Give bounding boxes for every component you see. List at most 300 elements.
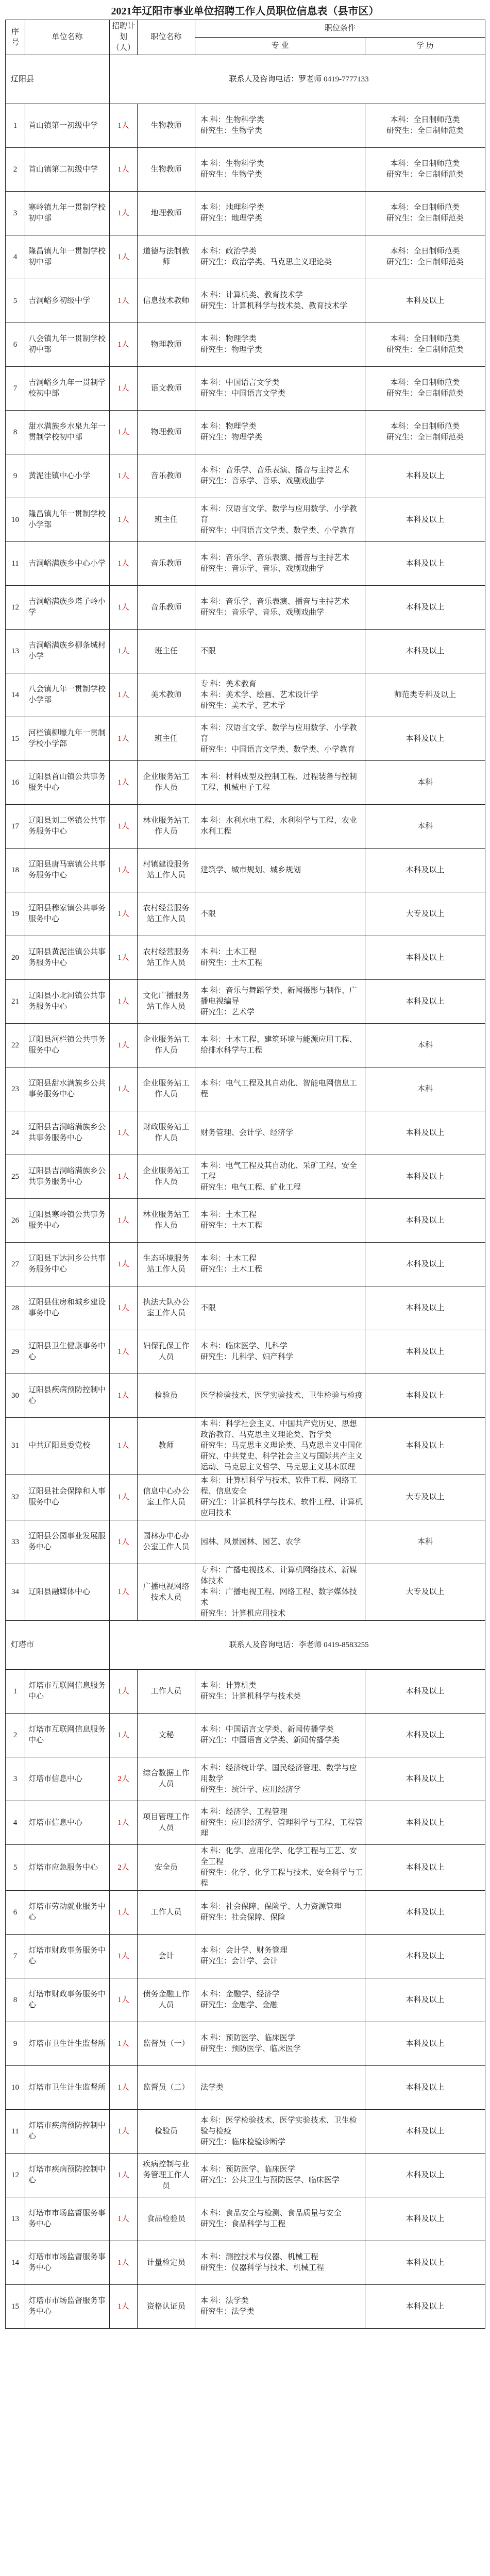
row-position: 监督员（一） [138, 2022, 195, 2066]
row-education: 本科及以上 [365, 1670, 485, 1714]
row-plan: 1人 [110, 279, 138, 323]
table-row [6, 542, 485, 586]
row-education: 师范类专科及以上 [365, 673, 485, 717]
table-row [6, 761, 485, 805]
row-seq: 5 [6, 279, 25, 323]
row-major: 本 科：临床医学、儿科学 研究生：儿科学、妇产科学 [195, 1330, 365, 1374]
table-row [6, 1067, 485, 1111]
row-unit: 辽阳县甜水满族乡公共事务服务中心 [25, 1067, 110, 1111]
row-major: 本 科：中国语言文学类、新闻传播学类 研究生：中国语言文学类、新闻传播学类 [195, 1714, 365, 1757]
row-position: 道德与法制教师 [138, 235, 195, 279]
row-unit: 辽阳县吉洞峪满族乡公共事务服务中心 [25, 1155, 110, 1199]
row-position: 生态环境服务站工作人员 [138, 1243, 195, 1286]
row-major: 财务管理、会计学、经济学 [195, 1111, 365, 1155]
row-position: 信息技术教师 [138, 279, 195, 323]
row-plan: 1人 [110, 192, 138, 235]
row-seq: 24 [6, 1111, 25, 1155]
row-seq: 33 [6, 1520, 25, 1564]
row-plan: 1人 [110, 367, 138, 411]
row-plan: 2人 [110, 1845, 138, 1891]
row-major: 本 科：材料成型及控制工程、过程装备与控制工程、机械电子工程 [195, 761, 365, 805]
row-unit: 灯塔市财政事务服务中心 [25, 1935, 110, 1978]
row-unit: 吉洞峪乡初级中学 [25, 279, 110, 323]
row-position: 农村经营服务站工作人员 [138, 892, 195, 936]
row-unit: 首山镇第二初级中学 [25, 148, 110, 192]
row-plan: 1人 [110, 761, 138, 805]
row-plan: 1人 [110, 454, 138, 498]
table-row [6, 1845, 485, 1891]
row-seq: 12 [6, 2154, 25, 2197]
row-plan: 1人 [110, 104, 138, 148]
table-row [6, 1475, 485, 1520]
row-unit: 甜水满族乡水泉九年一贯制学校初中部 [25, 411, 110, 454]
row-major: 医学检验技术、医学实验技术、卫生检验与检疫 [195, 1374, 365, 1418]
table-row [6, 2022, 485, 2066]
row-position: 语文教师 [138, 367, 195, 411]
row-plan: 2人 [110, 1757, 138, 1801]
table-row [6, 849, 485, 892]
table-row [6, 104, 485, 148]
row-education: 本科及以上 [365, 2066, 485, 2110]
row-major: 本 科：医学检验技术、医学实验技术、卫生检验与检疫 研究生：临床检验诊断学 [195, 2110, 365, 2154]
table-row [6, 454, 485, 498]
row-position: 林业服务站工作人员 [138, 1199, 195, 1243]
row-position: 检验员 [138, 1374, 195, 1418]
row-seq: 21 [6, 980, 25, 1024]
row-education: 本科及以上 [365, 279, 485, 323]
table-row [6, 673, 485, 717]
row-unit: 辽阳县住房和城乡建设事务中心 [25, 1286, 110, 1330]
row-position: 企业服务站工作人员 [138, 761, 195, 805]
row-unit: 灯塔市疾病预防控制中心 [25, 2110, 110, 2154]
row-plan: 1人 [110, 1330, 138, 1374]
row-plan: 1人 [110, 235, 138, 279]
row-plan: 1人 [110, 1243, 138, 1286]
row-unit: 黄泥洼镇中心小学 [25, 454, 110, 498]
row-plan: 1人 [110, 1199, 138, 1243]
row-education: 本科：全日制师范类 研究生：全日制师范类 [365, 148, 485, 192]
row-seq: 11 [6, 2110, 25, 2154]
row-unit: 辽阳县寒岭镇公共事务服务中心 [25, 1199, 110, 1243]
row-unit: 灯塔市卫生计生监督所 [25, 2066, 110, 2110]
row-plan: 1人 [110, 1714, 138, 1757]
row-unit: 八会镇九年一贯制学校小学部 [25, 673, 110, 717]
table-row [6, 2241, 485, 2285]
row-education: 本科及以上 [365, 454, 485, 498]
row-major: 不限 [195, 1286, 365, 1330]
row-seq: 14 [6, 2241, 25, 2285]
row-education: 本科及以上 [365, 2285, 485, 2329]
row-major: 本 科：政治学类 研究生：政治学类、马克思主义理论类 [195, 235, 365, 279]
row-position: 监督员（二） [138, 2066, 195, 2110]
row-seq: 28 [6, 1286, 25, 1330]
table-row [6, 1757, 485, 1801]
row-education: 本科及以上 [365, 1801, 485, 1845]
section-header [6, 1621, 485, 1670]
table-row [6, 1670, 485, 1714]
row-education: 本科及以上 [365, 2197, 485, 2241]
row-major: 园林、风景园林、园艺、农学 [195, 1520, 365, 1564]
row-position: 生物教师 [138, 104, 195, 148]
row-plan: 1人 [110, 1418, 138, 1475]
row-plan: 1人 [110, 1374, 138, 1418]
row-seq: 7 [6, 367, 25, 411]
table-row [6, 1891, 485, 1935]
row-position: 班主任 [138, 498, 195, 542]
row-major: 本 科：土木工程 研究生：土木工程 [195, 936, 365, 980]
row-position: 安全员 [138, 1845, 195, 1891]
table-row [6, 235, 485, 279]
row-unit: 辽阳县首山镇公共事务服务中心 [25, 761, 110, 805]
row-plan: 1人 [110, 630, 138, 673]
row-major: 本 科：水利水电工程、水利科学与工程、农业水利工程 [195, 805, 365, 849]
row-unit: 辽阳县唐马寨镇公共事务服务中心 [25, 849, 110, 892]
table-row [6, 2285, 485, 2329]
table-row [6, 192, 485, 235]
row-unit: 河栏镇柳壕九年一贯制学校小学部 [25, 717, 110, 761]
row-major: 本 科：金融学、经济学 研究生：金融学、金融 [195, 1978, 365, 2022]
row-seq: 10 [6, 498, 25, 542]
row-position: 财政服务站工作人员 [138, 1111, 195, 1155]
row-education: 本科及以上 [365, 1111, 485, 1155]
row-plan: 1人 [110, 2241, 138, 2285]
table-row [6, 2197, 485, 2241]
table-row [6, 2066, 485, 2110]
table-row [6, 1978, 485, 2022]
row-unit: 中共辽阳县委党校 [25, 1418, 110, 1475]
row-plan: 1人 [110, 980, 138, 1024]
row-unit: 灯塔市劳动就业服务中心 [25, 1891, 110, 1935]
row-position: 计量检定员 [138, 2241, 195, 2285]
row-unit: 灯塔市市场监督服务事务中心 [25, 2241, 110, 2285]
row-unit: 灯塔市互联网信息服务中心 [25, 1714, 110, 1757]
row-plan: 1人 [110, 892, 138, 936]
row-unit: 辽阳县河栏镇公共事务服务中心 [25, 1024, 110, 1067]
table-row [6, 1330, 485, 1374]
row-major: 本 科：生物科学类 研究生：生物学类 [195, 148, 365, 192]
table-row [6, 805, 485, 849]
row-seq: 8 [6, 1978, 25, 2022]
row-education: 本科及以上 [365, 1199, 485, 1243]
row-major: 本 科：音乐与舞蹈学类、新闻摄影与制作、广播电视编导 研究生：艺术学 [195, 980, 365, 1024]
row-unit: 灯塔市市场监督服务事务中心 [25, 2197, 110, 2241]
row-plan: 1人 [110, 1475, 138, 1520]
page-title: 2021年辽阳市事业单位招聘工作人员职位信息表（县市区） [111, 6, 379, 17]
row-major: 不限 [195, 892, 365, 936]
row-major: 本 科：中国语言文学类 研究生：中国语言文学类 [195, 367, 365, 411]
row-major: 本 科：计算机科学与技术、软件工程、网络工程、信息安全 研究生：计算机科学与技术、软件工程、计算机应用技术 [195, 1475, 365, 1520]
row-seq: 8 [6, 411, 25, 454]
row-position: 园林办中心办公室工作人员 [138, 1520, 195, 1564]
row-seq: 15 [6, 717, 25, 761]
row-education: 本科及以上 [365, 2022, 485, 2066]
row-unit: 隆昌镇九年一贯制学校小学部 [25, 498, 110, 542]
row-education: 本科及以上 [365, 2241, 485, 2285]
row-seq: 1 [6, 104, 25, 148]
row-plan: 1人 [110, 717, 138, 761]
row-unit: 灯塔市应急服务中心 [25, 1845, 110, 1891]
section-header [6, 55, 485, 104]
row-education: 本科：全日制师范类 研究生：全日制师范类 [365, 235, 485, 279]
row-seq: 9 [6, 2022, 25, 2066]
row-unit: 灯塔市疾病预防控制中心 [25, 2154, 110, 2197]
row-major: 本 科：汉语言文学、数学与应用数学、小学教育 研究生：中国语言文学类、数学类、小学教育 [195, 717, 365, 761]
row-education: 本科及以上 [365, 542, 485, 586]
row-major: 本 科：社会保障、保险学、人力资源管理 研究生：社会保障、保险 [195, 1891, 365, 1935]
row-education: 本科：全日制师范类 研究生：全日制师范类 [365, 367, 485, 411]
row-plan: 1人 [110, 1670, 138, 1714]
row-seq: 30 [6, 1374, 25, 1418]
table-row [6, 1714, 485, 1757]
table-row [6, 279, 485, 323]
row-plan: 1人 [110, 1111, 138, 1155]
row-education: 大专及以上 [365, 1475, 485, 1520]
row-plan: 1人 [110, 586, 138, 630]
table-row [6, 1520, 485, 1564]
row-seq: 5 [6, 1845, 25, 1891]
table-row [6, 980, 485, 1024]
row-education: 本科及以上 [365, 1286, 485, 1330]
table-row [6, 1024, 485, 1067]
row-position: 音乐教师 [138, 454, 195, 498]
row-unit: 辽阳县穆家镇公共事务服务中心 [25, 892, 110, 936]
row-education: 本科：全日制师范类 研究生：全日制师范类 [365, 192, 485, 235]
row-major: 本 科：法学类 研究生：法学类 [195, 2285, 365, 2329]
row-plan: 1人 [110, 805, 138, 849]
row-unit: 辽阳县疾病预防控制中心 [25, 1374, 110, 1418]
row-seq: 22 [6, 1024, 25, 1067]
row-seq: 9 [6, 454, 25, 498]
table-row [6, 1286, 485, 1330]
row-unit: 灯塔市信息中心 [25, 1757, 110, 1801]
table-row [6, 2154, 485, 2197]
row-unit: 灯塔市互联网信息服务中心 [25, 1670, 110, 1714]
table-row [6, 323, 485, 367]
row-plan: 1人 [110, 1564, 138, 1621]
row-unit: 吉洞峪乡九年一贯制学校初中部 [25, 367, 110, 411]
row-position: 项目管理工作人员 [138, 1801, 195, 1845]
row-education: 本科及以上 [365, 936, 485, 980]
row-major: 不限 [195, 630, 365, 673]
row-seq: 14 [6, 673, 25, 717]
row-plan: 1人 [110, 148, 138, 192]
row-position: 工作人员 [138, 1891, 195, 1935]
table-row [6, 630, 485, 673]
row-major: 本 科：音乐学、音乐表演、播音与主持艺术 研究生：音乐学、音乐、戏剧戏曲学 [195, 454, 365, 498]
row-major: 本 科：计算机类 研究生：计算机科学与技术类 [195, 1670, 365, 1714]
row-education: 本科及以上 [365, 2154, 485, 2197]
row-plan: 1人 [110, 1935, 138, 1978]
row-plan: 1人 [110, 2066, 138, 2110]
row-seq: 27 [6, 1243, 25, 1286]
row-major: 专 科：美术教育 本 科：美术学、绘画、艺术设计学 研究生：美术学、艺术学 [195, 673, 365, 717]
row-major: 本 科：物理学类 研究生：物理学类 [195, 323, 365, 367]
row-position: 企业服务站工作人员 [138, 1155, 195, 1199]
row-education: 本科及以上 [365, 980, 485, 1024]
row-unit: 吉洞峪满族乡塔子岭小学 [25, 586, 110, 630]
row-education: 本科及以上 [365, 1891, 485, 1935]
row-major: 专 科：广播电视技术、计算机网络技术、新媒体技术 本 科：广播电视工程、网络工程、数字媒体技术 研究生：计算机应用技术 [195, 1564, 365, 1621]
row-major: 本 科：预防医学、临床医学 研究生：公共卫生与预防医学、临床医学 [195, 2154, 365, 2197]
row-plan: 1人 [110, 1024, 138, 1067]
row-position: 音乐教师 [138, 542, 195, 586]
row-position: 资格认证员 [138, 2285, 195, 2329]
row-major: 本 科：食品安全与检测、食品质量与安全 研究生：食品科学与工程 [195, 2197, 365, 2241]
table-row [6, 1935, 485, 1978]
row-seq: 3 [6, 1757, 25, 1801]
table-row [6, 892, 485, 936]
row-major: 本 科：地理科学类 研究生：地理学类 [195, 192, 365, 235]
row-education: 本科及以上 [365, 1330, 485, 1374]
header-plan: 招聘计划（人） [110, 20, 138, 55]
row-position: 村镇建设服务站工作人员 [138, 849, 195, 892]
row-unit: 灯塔市信息中心 [25, 1801, 110, 1845]
row-unit: 吉洞峪满族乡中心小学 [25, 542, 110, 586]
row-education: 本科 [365, 805, 485, 849]
row-unit: 辽阳县卫生健康事务中心 [25, 1330, 110, 1374]
row-education: 本科及以上 [365, 1243, 485, 1286]
row-plan: 1人 [110, 2197, 138, 2241]
row-education: 本科及以上 [365, 1978, 485, 2022]
row-position: 文秘 [138, 1714, 195, 1757]
row-plan: 1人 [110, 411, 138, 454]
row-major: 本 科：电气工程及其自动化、采矿工程、安全工程 研究生：电气工程、矿业工程 [195, 1155, 365, 1199]
row-major: 本 科：测控技术与仪器、机械工程 研究生：仪器科学与技术、机械工程 [195, 2241, 365, 2285]
row-seq: 6 [6, 323, 25, 367]
row-plan: 1人 [110, 1520, 138, 1564]
row-position: 教师 [138, 1418, 195, 1475]
row-position: 美术教师 [138, 673, 195, 717]
header-position: 职位名称 [138, 20, 195, 55]
row-education: 本科 [365, 1520, 485, 1564]
row-education: 本科 [365, 1067, 485, 1111]
row-major: 本 科：土木工程 研究生：土木工程 [195, 1243, 365, 1286]
row-major: 本 科：电气工程及其自动化、智能电网信息工程 [195, 1067, 365, 1111]
row-major: 本 科：土木工程 研究生：土木工程 [195, 1199, 365, 1243]
row-seq: 10 [6, 2066, 25, 2110]
header-unit: 单位名称 [25, 20, 110, 55]
section-contact: 联系人及咨询电话：李老师 0419-8583255 [110, 1621, 485, 1670]
row-seq: 25 [6, 1155, 25, 1199]
row-plan: 1人 [110, 2022, 138, 2066]
row-position: 班主任 [138, 717, 195, 761]
row-plan: 1人 [110, 936, 138, 980]
row-major: 本 科：音乐学、音乐表演、播音与主持艺术 研究生：音乐学、音乐、戏剧戏曲学 [195, 542, 365, 586]
row-seq: 4 [6, 235, 25, 279]
table-row [6, 148, 485, 192]
table-body [6, 55, 485, 2329]
row-education: 本科 [365, 1024, 485, 1067]
table-row [6, 498, 485, 542]
row-unit: 灯塔市财政事务服务中心 [25, 1978, 110, 2022]
row-seq: 7 [6, 1935, 25, 1978]
table-row [6, 1801, 485, 1845]
table-row [6, 1374, 485, 1418]
row-position: 执法大队办公室工作人员 [138, 1286, 195, 1330]
row-seq: 19 [6, 892, 25, 936]
row-unit: 辽阳县吉洞峪满族乡公共事务服务中心 [25, 1111, 110, 1155]
row-major: 本 科：科学社会主义、中国共产党历史、思想政治教育、马克思主义理论类、哲学类 研究生：马克思主义理论类、马克思主义中国化研究、中共党史、科学社会主义与国际共产主义运动、马克思主义哲学、马克思主义基本原理 [195, 1418, 365, 1475]
section-contact: 联系人及咨询电话：罗老师 0419-7777133 [110, 55, 485, 104]
row-unit: 首山镇第一初级中学 [25, 104, 110, 148]
row-seq: 29 [6, 1330, 25, 1374]
row-seq: 23 [6, 1067, 25, 1111]
row-plan: 1人 [110, 1978, 138, 2022]
row-position: 债务金融工作人员 [138, 1978, 195, 2022]
row-education: 本科及以上 [365, 1757, 485, 1801]
section-name: 辽阳县 [6, 55, 110, 104]
row-position: 物理教师 [138, 411, 195, 454]
position-table [5, 20, 485, 2329]
row-major: 法学类 [195, 2066, 365, 2110]
table-row [6, 2110, 485, 2154]
row-unit: 寒岭镇九年一贯制学校初中部 [25, 192, 110, 235]
row-major: 本 科：经济统计学、国民经济管理、数学与应用数学 研究生：统计学、应用经济学 [195, 1757, 365, 1801]
row-plan: 1人 [110, 498, 138, 542]
header-education: 学 历 [365, 38, 485, 55]
row-education: 本科及以上 [365, 1935, 485, 1978]
row-major: 本 科：汉语言文学、数学与应用数学、小学教育 研究生：中国语言文学类、数学类、小学教育 [195, 498, 365, 542]
row-education: 本科及以上 [365, 1155, 485, 1199]
row-position: 检验员 [138, 2110, 195, 2154]
row-position: 物理教师 [138, 323, 195, 367]
table-row [6, 1155, 485, 1199]
row-education: 本科及以上 [365, 1714, 485, 1757]
row-education: 本科及以上 [365, 1374, 485, 1418]
table-row [6, 1564, 485, 1621]
row-education: 本科：全日制师范类 研究生：全日制师范类 [365, 411, 485, 454]
row-position: 企业服务站工作人员 [138, 1024, 195, 1067]
row-education: 本科及以上 [365, 849, 485, 892]
row-unit: 隆昌镇九年一贯制学校初中部 [25, 235, 110, 279]
row-seq: 34 [6, 1564, 25, 1621]
row-major: 本 科：预防医学、临床医学 研究生：预防医学、临床医学 [195, 2022, 365, 2066]
row-plan: 1人 [110, 323, 138, 367]
row-position: 疾病控制与业务管理工作人员 [138, 2154, 195, 2197]
row-major: 本 科：化学、应用化学、化学工程与工艺、安全工程 研究生：化学、化学工程与技术、安全科学与工程 [195, 1845, 365, 1891]
row-seq: 3 [6, 192, 25, 235]
section-name: 灯塔市 [6, 1621, 110, 1670]
row-plan: 1人 [110, 1286, 138, 1330]
row-seq: 2 [6, 1714, 25, 1757]
row-position: 会计 [138, 1935, 195, 1978]
row-unit: 辽阳县黄泥洼镇公共事务服务中心 [25, 936, 110, 980]
row-position: 文化广播服务站工作人员 [138, 980, 195, 1024]
table-row [6, 936, 485, 980]
row-plan: 1人 [110, 1891, 138, 1935]
row-major: 本 科：计算机类、教育技术学 研究生：计算机科学与技术类、教育技术学 [195, 279, 365, 323]
row-unit: 辽阳县融媒体中心 [25, 1564, 110, 1621]
row-education: 本科及以上 [365, 1418, 485, 1475]
row-major: 建筑学、城市规划、城乡规划 [195, 849, 365, 892]
row-position: 农村经营服务站工作人员 [138, 936, 195, 980]
row-seq: 4 [6, 1801, 25, 1845]
row-position: 生物教师 [138, 148, 195, 192]
row-education: 大专及以上 [365, 1564, 485, 1621]
row-unit: 辽阳县下达河乡公共事务服务中心 [25, 1243, 110, 1286]
header-major: 专 业 [195, 38, 365, 55]
row-seq: 13 [6, 630, 25, 673]
row-seq: 18 [6, 849, 25, 892]
row-education: 本科及以上 [365, 630, 485, 673]
row-major: 本 科：物理学类 研究生：物理学类 [195, 411, 365, 454]
row-plan: 1人 [110, 1801, 138, 1845]
table-row [6, 367, 485, 411]
row-education: 本科：全日制师范类 研究生：全日制师范类 [365, 104, 485, 148]
row-unit: 吉洞峪满族乡柳条城村小学 [25, 630, 110, 673]
row-major: 本 科：会计学、财务管理 研究生：会计学、会计 [195, 1935, 365, 1978]
row-position: 林业服务站工作人员 [138, 805, 195, 849]
